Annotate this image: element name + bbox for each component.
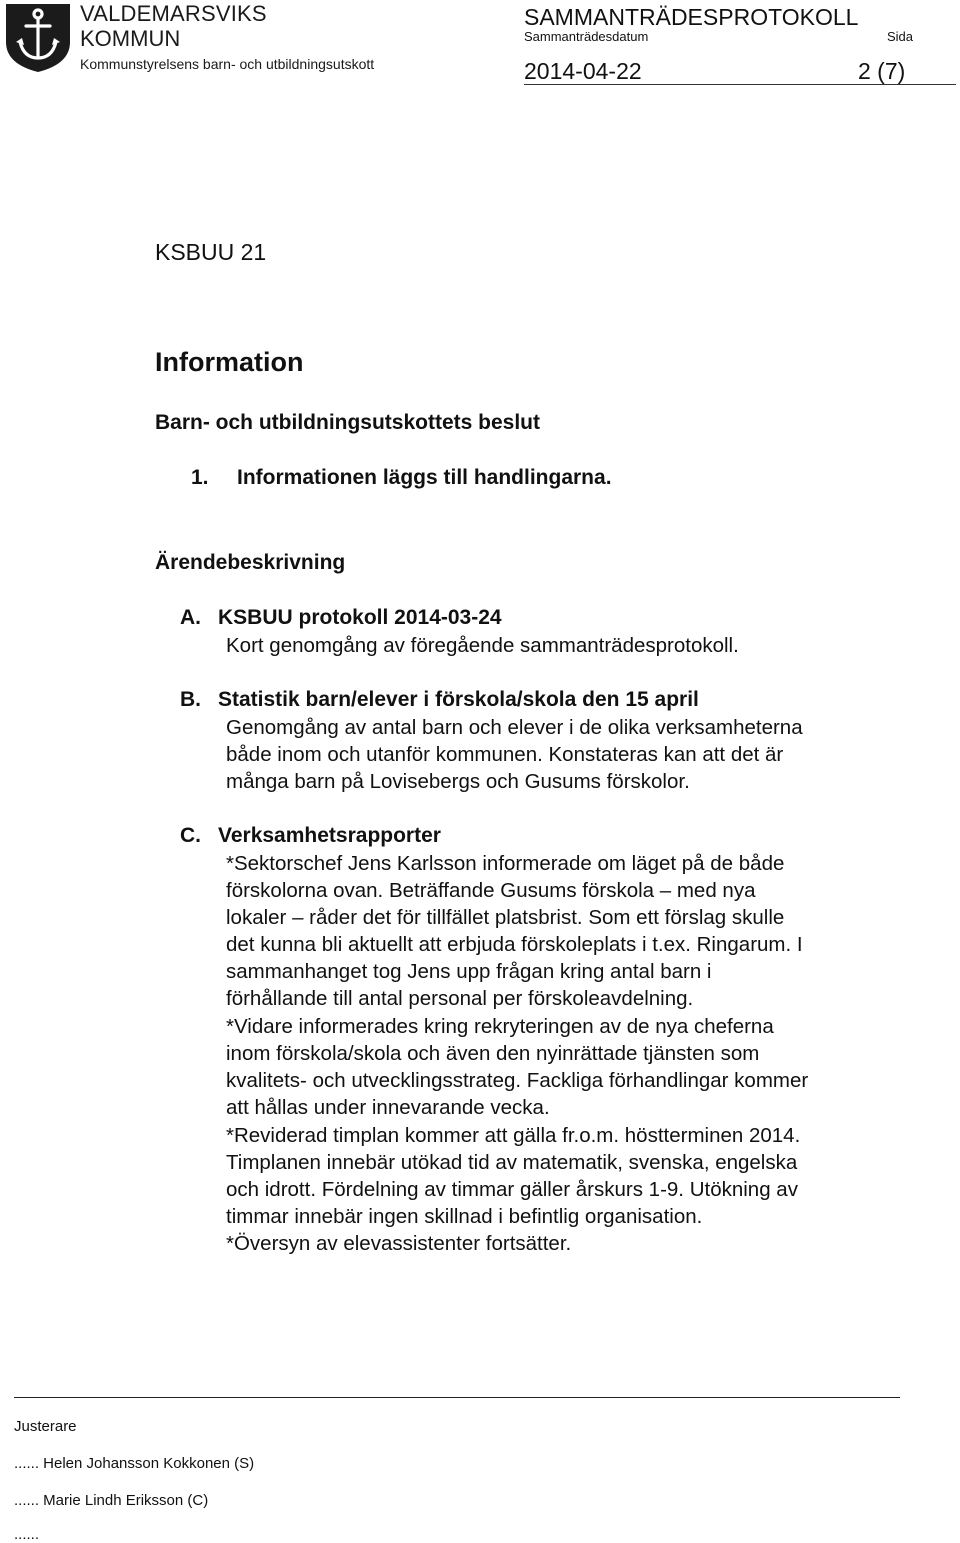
item-line: Kort genomgång av föregående sammanträdesprotokoll.: [226, 634, 739, 657]
section-number: KSBUU 21: [155, 239, 267, 265]
page-number: 2 (7): [858, 58, 906, 84]
page-label: Sida: [887, 29, 914, 44]
item-line: *Vidare informerades kring rekryteringen av de nya cheferna: [226, 1015, 774, 1038]
item-letter: A.: [180, 606, 201, 629]
item-line: timmar innebär ingen skillnad i befintlig organisation.: [226, 1205, 703, 1228]
item-line: inom förskola/skola och även den nyinrättade tjänsten som: [226, 1042, 760, 1065]
item-line: det kunna bli aktuellt att erbjuda förskoleplats i t.ex. Ringarum. I: [226, 933, 803, 956]
item-line: både inom och utanför kommunen. Konstateras kan att det är: [226, 743, 784, 766]
header-divider: [524, 84, 956, 85]
item-line: lokaler – råder det för tillfället platsbrist. Som ett förslag skulle: [226, 906, 785, 929]
item-letter: C.: [180, 824, 201, 847]
decision-number: 1.: [191, 466, 209, 489]
decision-text: Informationen läggs till handlingarna.: [237, 466, 612, 489]
item-line: många barn på Lovisebergs och Gusums förskolor.: [226, 770, 690, 793]
item-line: förhållande till antal personal per förskoleavdelning.: [226, 987, 694, 1010]
item-line: sammanhanget tog Jens upp frågan kring antal barn i: [226, 960, 712, 983]
meeting-date: 2014-04-22: [524, 58, 642, 84]
org-name-line2: KOMMUN: [80, 26, 181, 51]
item-line: *Översyn av elevassistenter fortsätter.: [226, 1232, 572, 1255]
signature-line: ...... Marie Lindh Eriksson (C): [14, 1492, 209, 1509]
org-committee: Kommunstyrelsens barn- och utbildningsutskott: [80, 56, 375, 72]
municipality-logo: [4, 2, 72, 74]
item-heading: Verksamhetsrapporter: [218, 824, 441, 847]
item-line: Timplanen innebär utökad tid av matematik, svenska, engelska: [226, 1151, 798, 1174]
item-line: förskolorna ovan. Beträffande Gusums förskola – med nya: [226, 879, 756, 902]
decision-heading: Barn- och utbildningsutskottets beslut: [155, 411, 541, 434]
org-name-line1: VALDEMARSVIKS: [80, 1, 267, 26]
adjuster-label: Justerare: [14, 1418, 77, 1435]
item-line: och idrott. Fördelning av timmar gäller årskurs 1-9. Utökning av: [226, 1178, 798, 1201]
section-title: Information: [155, 347, 304, 377]
signature-line: ...... Helen Johansson Kokkonen (S): [14, 1455, 255, 1472]
item-letter: B.: [180, 688, 201, 711]
footer-divider: [14, 1397, 900, 1398]
item-line: *Reviderad timplan kommer att gälla fr.o.m. höstterminen 2014.: [226, 1124, 801, 1147]
item-line: att hållas under innevarande vecka.: [226, 1096, 550, 1119]
item-line: Genomgång av antal barn och elever i de olika verksamheterna: [226, 716, 803, 739]
item-heading: Statistik barn/elever i förskola/skola den 15 april: [218, 688, 699, 711]
signature-line: ......: [14, 1526, 40, 1543]
document-title: SAMMANTRÄDESPROTOKOLL: [524, 4, 859, 30]
item-line: kvalitets- och utvecklingsstrateg. Fackliga förhandlingar kommer: [226, 1069, 809, 1092]
description-heading: Ärendebeskrivning: [155, 551, 346, 574]
item-line: *Sektorschef Jens Karlsson informerade om läget på de både: [226, 852, 785, 875]
date-label: Sammanträdesdatum: [524, 29, 649, 44]
item-heading: KSBUU protokoll 2014-03-24: [218, 606, 502, 629]
